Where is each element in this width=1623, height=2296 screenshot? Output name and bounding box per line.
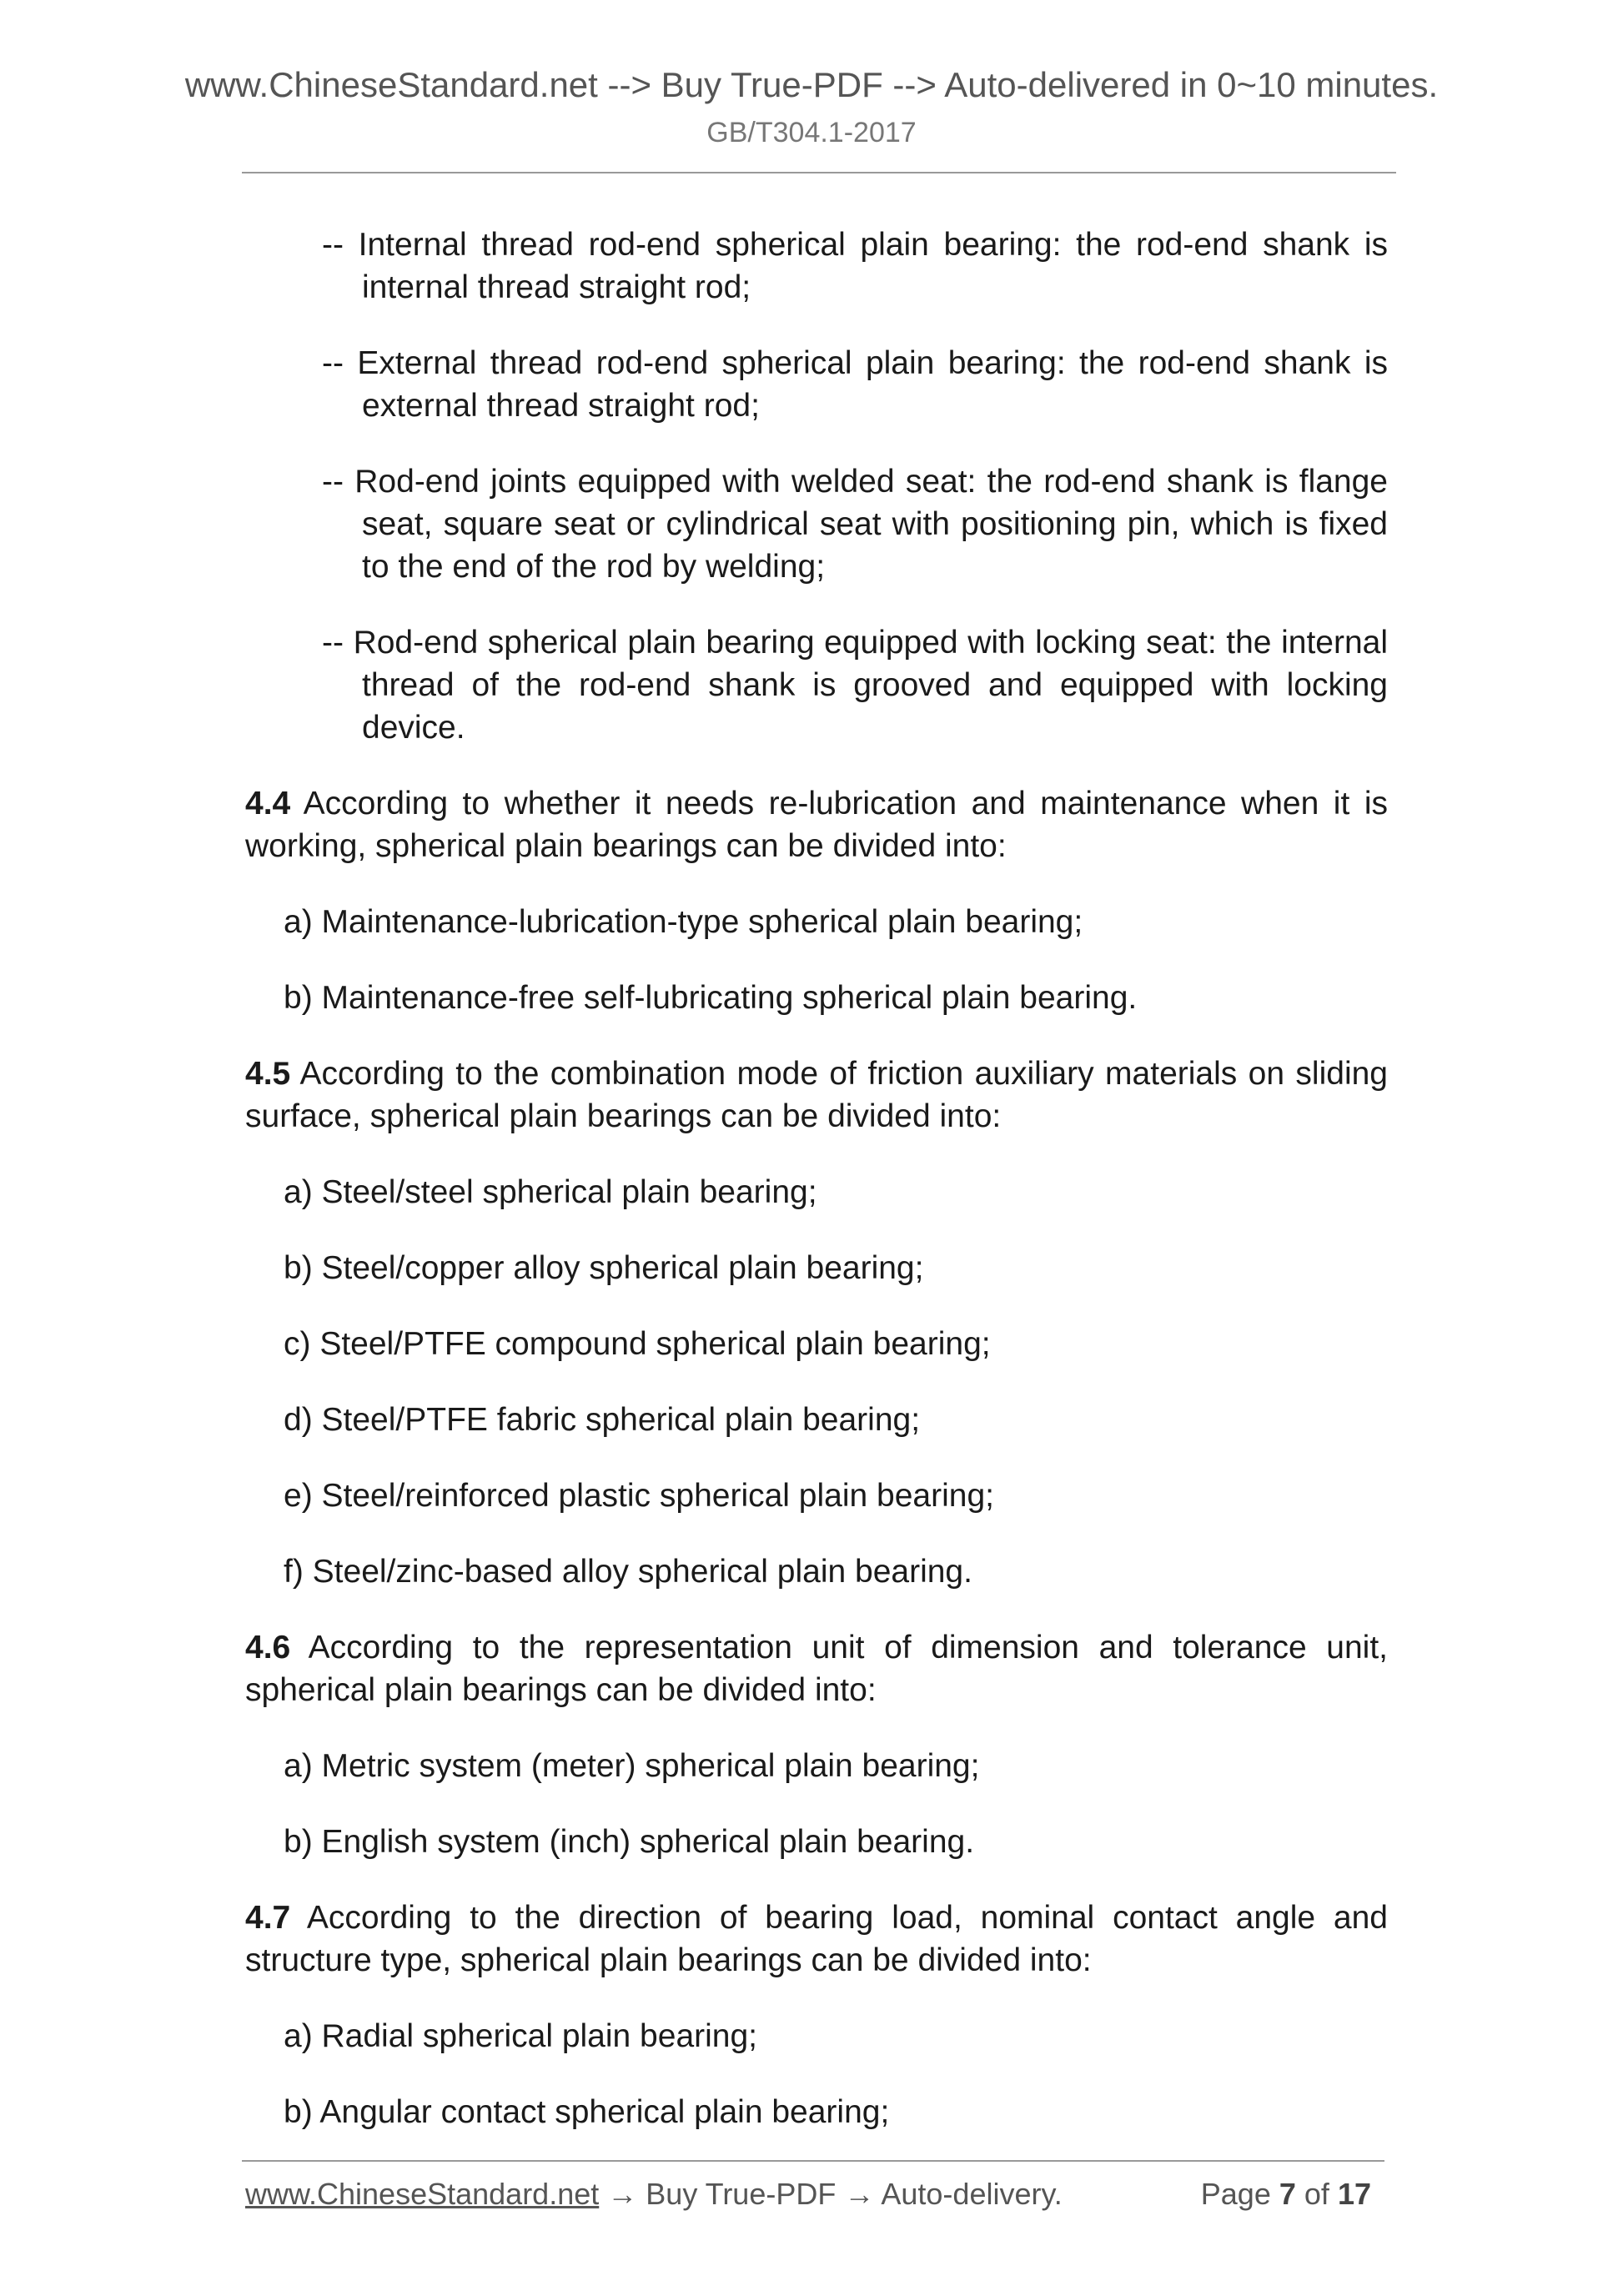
list-item: e) Steel/reinforced plastic spherical plain bearing; xyxy=(284,1478,994,1514)
clause-number: 4.7 xyxy=(245,1900,291,1936)
clause-4-7 xyxy=(245,1897,1388,1982)
list-item: a) Steel/steel spherical plain bearing; xyxy=(284,1174,817,1210)
clause-4-4 xyxy=(245,782,1388,867)
arrow-right-icon: → xyxy=(844,2177,875,2211)
clause-4-6 xyxy=(245,1626,1388,1711)
total-pages: 17 xyxy=(1337,2177,1371,2211)
clause-text: According to the direction of bearing load, nominal contact angle and structure type, spherical plain bearings can be divided into: xyxy=(245,1900,1388,1978)
clause-text: According to the combination mode of friction auxiliary materials on sliding surface, spherical plain bearings can be divided into: xyxy=(245,1056,1388,1134)
clause-number: 4.4 xyxy=(245,786,291,821)
footer-links xyxy=(245,2177,1063,2212)
list-item: f) Steel/zinc-based alloy spherical plain bearing. xyxy=(284,1554,972,1590)
dash-item: -- Rod-end spherical plain bearing equipped with locking seat: the internal thread of the rod-end shank is grooved and equipped with locking device. xyxy=(322,625,1388,746)
list-item: b) English system (inch) spherical plain bearing. xyxy=(284,1824,975,1860)
arrow-right-icon: → xyxy=(607,2177,638,2211)
buy-text: Buy True-PDF xyxy=(646,2177,837,2211)
page-label: Page xyxy=(1200,2177,1271,2211)
clause-number: 4.5 xyxy=(245,1056,291,1092)
of-label: of xyxy=(1304,2177,1329,2211)
clause-text: According to whether it needs re-lubrication and maintenance when it is working, spherical plain bearings can be divided into: xyxy=(245,786,1388,864)
page-footer xyxy=(245,2177,1379,2218)
document-id: GB/T304.1-2017 xyxy=(706,117,917,148)
list-item: b) Angular contact spherical plain bearing; xyxy=(284,2094,890,2130)
list-item: b) Maintenance-free self-lubricating spherical plain bearing. xyxy=(284,980,1138,1016)
list-item: d) Steel/PTFE fabric spherical plain bearing; xyxy=(284,1402,921,1438)
header-divider xyxy=(242,172,1396,173)
site-link[interactable]: www.ChineseStandard.net xyxy=(245,2177,600,2211)
list-item: a) Metric system (meter) spherical plain bearing; xyxy=(284,1748,980,1784)
header-banner: www.ChineseStandard.net --> Buy True-PDF --> Auto-delivered in 0~10 minutes. xyxy=(184,65,1439,104)
clause-4-5 xyxy=(245,1053,1388,1138)
list-item: a) Maintenance-lubrication-type spherical plain bearing; xyxy=(284,904,1083,940)
clause-text: According to the representation unit of dimension and tolerance unit, spherical plain bearings can be divided into: xyxy=(245,1630,1388,1708)
dash-item: -- Internal thread rod-end spherical plain bearing: the rod-end shank is internal thread straight rod; xyxy=(322,227,1388,305)
footer-divider xyxy=(242,2160,1384,2162)
page-number xyxy=(1201,2177,1371,2212)
dash-item: -- Rod-end joints equipped with welded seat: the rod-end shank is flange seat, square seat or cylindrical seat with positioning pin, which is fixed to the end of the rod by welding; xyxy=(322,464,1388,585)
clause-number: 4.6 xyxy=(245,1630,291,1665)
list-item: b) Steel/copper alloy spherical plain bearing; xyxy=(284,1250,924,1286)
list-item: c) Steel/PTFE compound spherical plain bearing; xyxy=(284,1326,991,1362)
delivery-text: Auto-delivery. xyxy=(881,2177,1063,2211)
page-content xyxy=(245,224,1388,2167)
dash-item: -- External thread rod-end spherical plain bearing: the rod-end shank is external thread straight rod; xyxy=(322,345,1388,424)
current-page: 7 xyxy=(1279,2177,1296,2211)
list-item: a) Radial spherical plain bearing; xyxy=(284,2018,757,2054)
